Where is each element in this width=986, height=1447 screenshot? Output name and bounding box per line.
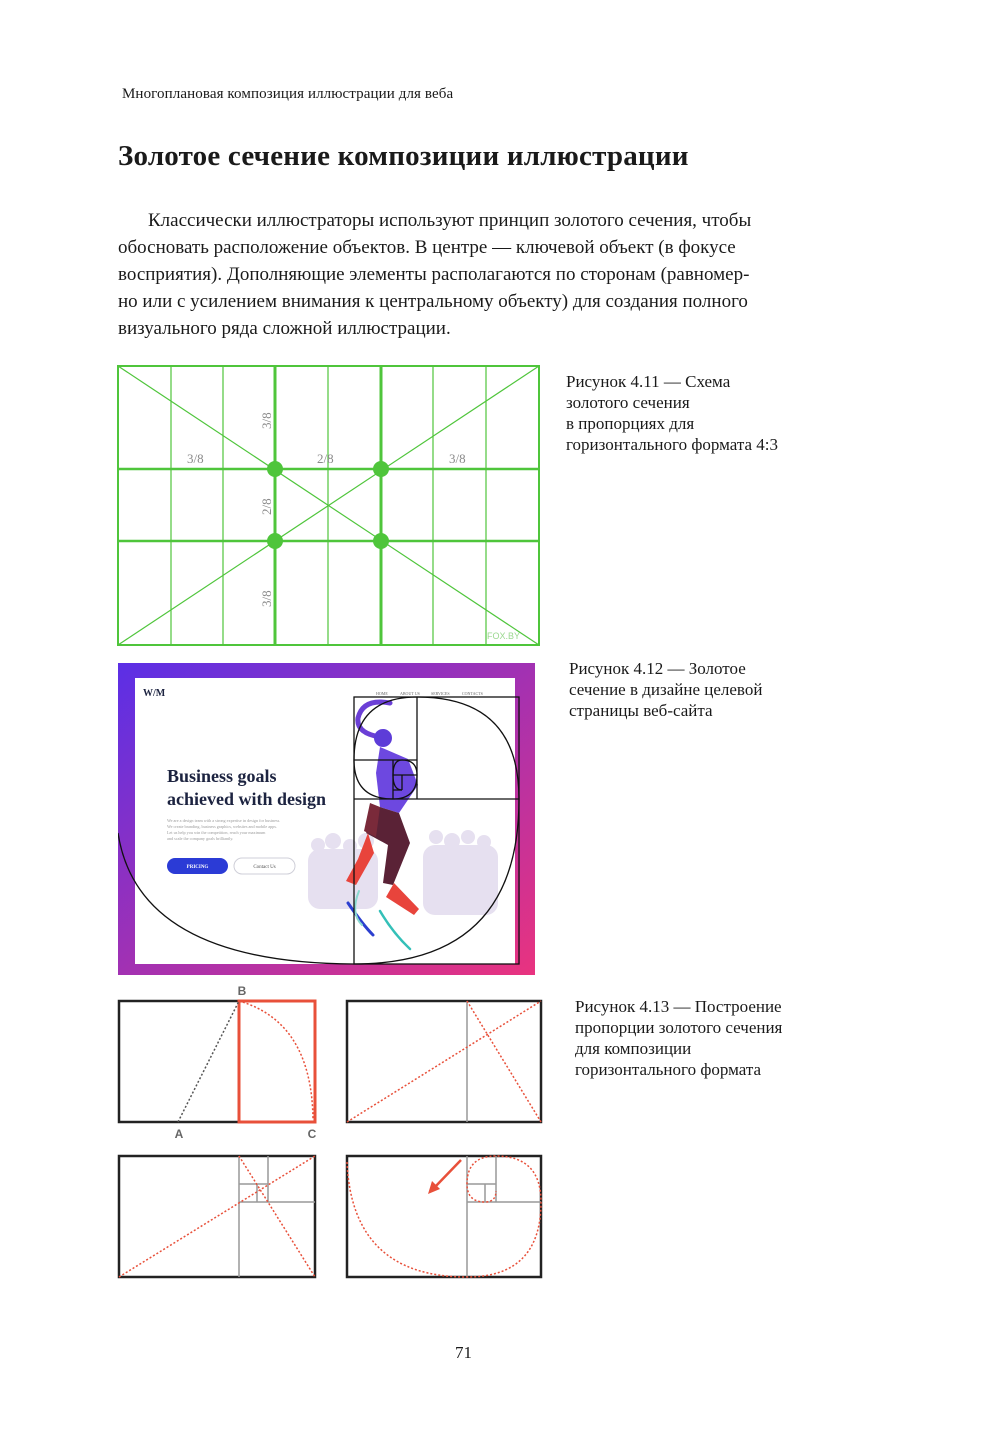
running-header: Многоплановая композиция иллюстрации для веба <box>122 86 454 102</box>
point-a-label: A <box>174 1127 184 1141</box>
caption-line: сечение в дизайне целевой <box>569 680 763 699</box>
caption-line: Рисунок 4.11 — Схема <box>566 372 731 391</box>
label-top: 3/8 <box>259 412 274 429</box>
nav-item[interactable]: CONTACTS <box>462 691 483 696</box>
focal-point <box>267 533 283 549</box>
pricing-button-label: PRICING <box>186 865 209 870</box>
label-bottom: 3/8 <box>259 590 274 607</box>
caption-line: золотого сечения <box>566 393 690 412</box>
point-b-label: B <box>237 984 247 998</box>
page-title: Золотое сечение композиции иллюстрации <box>118 140 689 172</box>
body-line: and scale the company goals brilliantly. <box>167 836 234 841</box>
figure-4-11-caption <box>566 371 826 455</box>
contact-button-label: Contact Us <box>253 865 276 870</box>
point-c-label: C <box>307 1127 317 1141</box>
caption-line: горизонтального формата 4:3 <box>566 435 778 454</box>
panel-square-construction <box>119 984 317 1141</box>
intro-line: Классически иллюстраторы используют принцип золотого сечения, чтобы <box>148 210 752 231</box>
label-left: 3/8 <box>187 451 204 466</box>
body-line: We are a design team with a strong expertise in design for business. <box>167 818 281 823</box>
label-right: 3/8 <box>449 451 466 466</box>
label-center: 2/8 <box>317 451 334 466</box>
intro-line: визуального ряда сложной иллюстрации. <box>118 318 451 339</box>
focal-point <box>373 533 389 549</box>
intro-paragraph <box>118 207 810 342</box>
nav-item[interactable]: SERVICES <box>431 691 450 696</box>
caption-line: страницы веб-сайта <box>569 701 713 720</box>
figure-4-12-caption <box>569 658 809 721</box>
caption-line: Рисунок 4.12 — Золотое <box>569 659 746 678</box>
watermark: FOX.BY <box>487 631 521 641</box>
panel-golden-spiral <box>347 1156 541 1277</box>
focal-point <box>267 461 283 477</box>
panel-nested-sections <box>119 1156 315 1277</box>
label-middle: 2/8 <box>259 498 274 515</box>
grid-lines <box>118 366 539 645</box>
intro-line: обосновать расположение объектов. В центре — ключевой объект (в фокусе <box>118 237 736 258</box>
nav-item[interactable]: HOME <box>376 691 388 696</box>
figure-4-11-golden-grid <box>117 365 540 646</box>
body-line: We create branding, business graphics, websites and mobile apps. <box>167 824 278 829</box>
arrow-icon <box>434 1160 461 1188</box>
nav-item[interactable]: ABOUT US <box>400 691 420 696</box>
figure-4-12-landing-page <box>118 663 535 975</box>
caption-line: для композиции <box>575 1039 692 1058</box>
focal-point <box>373 461 389 477</box>
caption-line: пропорции золотого сечения <box>575 1018 783 1037</box>
body-line: Let us help you win the competition, reach your maximum <box>167 830 266 835</box>
logo[interactable]: W/M <box>143 688 166 699</box>
intro-line: но или с усилением внимания к центральному объекту) для создания полного <box>118 291 748 312</box>
caption-line: Рисунок 4.13 — Построение <box>575 997 782 1016</box>
page-number: 71 <box>455 1343 472 1362</box>
figure-4-13-caption <box>575 996 825 1080</box>
intro-line: восприятия). Дополняющие элементы располагаются по сторонам (равномер- <box>118 264 750 285</box>
caption-line: в пропорциях для <box>566 414 695 433</box>
headline-line: achieved with design <box>167 789 327 809</box>
headline-line: Business goals <box>167 766 277 786</box>
figure-4-13-construction <box>116 982 546 1280</box>
panel-diagonals <box>347 1001 541 1122</box>
caption-line: горизонтального формата <box>575 1060 762 1079</box>
